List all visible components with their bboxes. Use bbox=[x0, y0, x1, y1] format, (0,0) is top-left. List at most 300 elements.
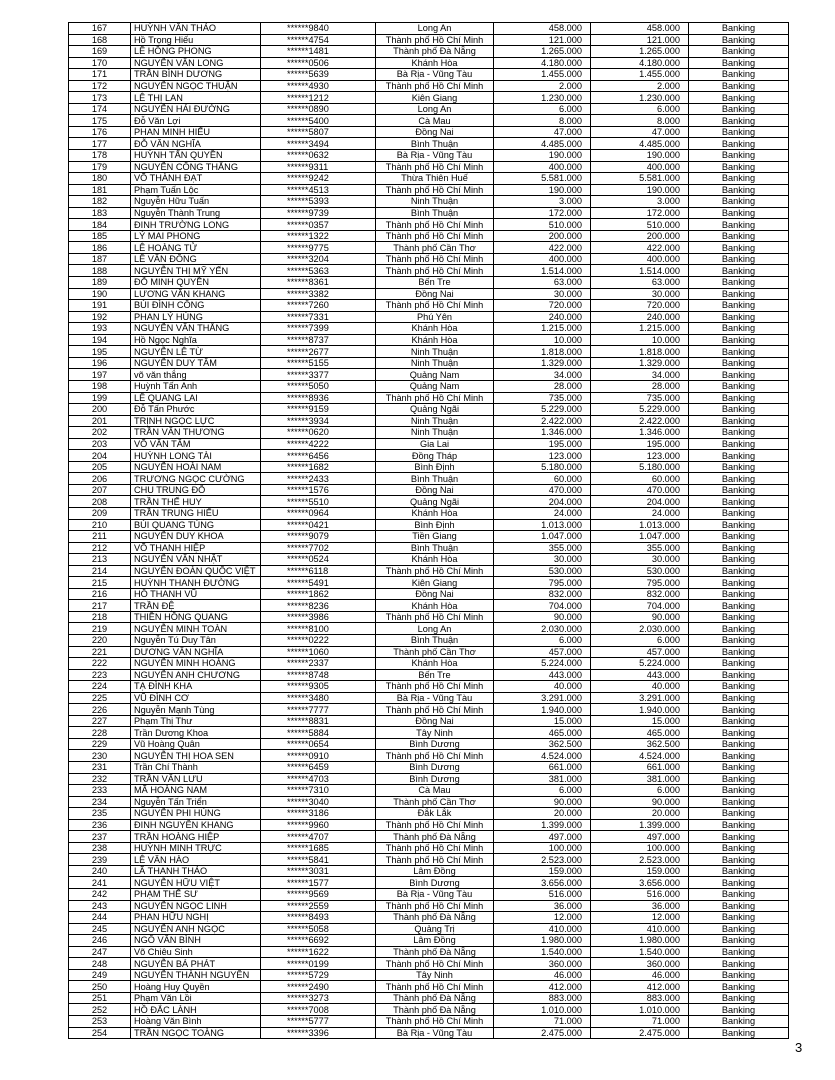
amount-cell: 465.000 bbox=[494, 727, 591, 739]
donor-name-cell: NGUYỄN DUY KHOA bbox=[131, 531, 261, 543]
amount-cell: 443.000 bbox=[494, 669, 591, 681]
payment-method-cell: Banking bbox=[689, 554, 789, 566]
amount-cell: 1.818.000 bbox=[494, 346, 591, 358]
account-number-cell: ******5777 bbox=[261, 1016, 376, 1028]
amount-cell: 400.000 bbox=[494, 253, 591, 265]
payment-method-cell: Banking bbox=[689, 34, 789, 46]
row-number-cell: 244 bbox=[69, 912, 131, 924]
donor-name-cell: NGUYỄN VĂN THẮNG bbox=[131, 323, 261, 335]
row-number-cell: 169 bbox=[69, 46, 131, 58]
account-number-cell: ******9305 bbox=[261, 681, 376, 693]
row-number-cell: 199 bbox=[69, 392, 131, 404]
row-number-cell: 253 bbox=[69, 1016, 131, 1028]
payment-method-cell: Banking bbox=[689, 727, 789, 739]
row-number-cell: 237 bbox=[69, 831, 131, 843]
donor-name-cell: LƯƠNG VĂN KHANG bbox=[131, 288, 261, 300]
province-cell: Thừa Thiên Huế bbox=[376, 173, 494, 185]
amount-cell: 2.422.000 bbox=[494, 415, 591, 427]
account-number-cell: ******4754 bbox=[261, 34, 376, 46]
received-amount-cell: 6.000 bbox=[591, 103, 689, 115]
row-number-cell: 181 bbox=[69, 184, 131, 196]
row-number-cell: 216 bbox=[69, 588, 131, 600]
payment-method-cell: Banking bbox=[689, 750, 789, 762]
row-number-cell: 250 bbox=[69, 981, 131, 993]
row-number-cell: 251 bbox=[69, 992, 131, 1004]
row-number-cell: 241 bbox=[69, 877, 131, 889]
row-number-cell: 193 bbox=[69, 323, 131, 335]
row-number-cell: 220 bbox=[69, 634, 131, 646]
province-cell: Thành phố Hồ Chí Minh bbox=[376, 161, 494, 173]
amount-cell: 90.000 bbox=[494, 611, 591, 623]
payment-method-cell: Banking bbox=[689, 877, 789, 889]
table-row bbox=[69, 103, 789, 115]
table-row bbox=[69, 380, 789, 392]
received-amount-cell: 1.013.000 bbox=[591, 519, 689, 531]
table-row bbox=[69, 80, 789, 92]
payment-method-cell: Banking bbox=[689, 427, 789, 439]
row-number-cell: 206 bbox=[69, 473, 131, 485]
province-cell: Thành phố Hồ Chí Minh bbox=[376, 184, 494, 196]
row-number-cell: 209 bbox=[69, 507, 131, 519]
account-number-cell: ******5807 bbox=[261, 126, 376, 138]
row-number-cell: 227 bbox=[69, 715, 131, 727]
payment-method-cell: Banking bbox=[689, 900, 789, 912]
donor-name-cell: VÕ VĂN TÂM bbox=[131, 438, 261, 450]
payment-method-cell: Banking bbox=[689, 773, 789, 785]
row-number-cell: 196 bbox=[69, 357, 131, 369]
province-cell: Thành phố Đà Nẵng bbox=[376, 946, 494, 958]
province-cell: Thành phố Đà Nẵng bbox=[376, 992, 494, 1004]
account-number-cell: ******3186 bbox=[261, 808, 376, 820]
row-number-cell: 217 bbox=[69, 600, 131, 612]
amount-cell: 5.224.000 bbox=[494, 658, 591, 670]
row-number-cell: 238 bbox=[69, 842, 131, 854]
table-row bbox=[69, 334, 789, 346]
payment-method-cell: Banking bbox=[689, 138, 789, 150]
payment-method-cell: Banking bbox=[689, 23, 789, 35]
amount-cell: 362.500 bbox=[494, 738, 591, 750]
table-row bbox=[69, 623, 789, 635]
amount-cell: 24.000 bbox=[494, 507, 591, 519]
row-number-cell: 240 bbox=[69, 865, 131, 877]
payment-method-cell: Banking bbox=[689, 1004, 789, 1016]
amount-cell: 883.000 bbox=[494, 992, 591, 1004]
payment-method-cell: Banking bbox=[689, 611, 789, 623]
payment-method-cell: Banking bbox=[689, 334, 789, 346]
province-cell: Khánh Hòa bbox=[376, 57, 494, 69]
received-amount-cell: 200.000 bbox=[591, 230, 689, 242]
province-cell: Thành phố Hồ Chí Minh bbox=[376, 253, 494, 265]
amount-cell: 1.514.000 bbox=[494, 265, 591, 277]
received-amount-cell: 360.000 bbox=[591, 958, 689, 970]
table-row bbox=[69, 969, 789, 981]
amount-cell: 90.000 bbox=[494, 796, 591, 808]
province-cell: Bà Rịa - Vũng Tàu bbox=[376, 692, 494, 704]
received-amount-cell: 458.000 bbox=[591, 23, 689, 35]
province-cell: Cà Mau bbox=[376, 785, 494, 797]
row-number-cell: 235 bbox=[69, 808, 131, 820]
payment-method-cell: Banking bbox=[689, 692, 789, 704]
row-number-cell: 215 bbox=[69, 577, 131, 589]
payment-method-cell: Banking bbox=[689, 265, 789, 277]
received-amount-cell: 410.000 bbox=[591, 923, 689, 935]
donor-name-cell: Nguyễn Hữu Tuấn bbox=[131, 196, 261, 208]
amount-cell: 1.010.000 bbox=[494, 1004, 591, 1016]
province-cell: Thành phố Hồ Chí Minh bbox=[376, 704, 494, 716]
amount-cell: 497.000 bbox=[494, 831, 591, 843]
received-amount-cell: 6.000 bbox=[591, 785, 689, 797]
account-number-cell: ******2490 bbox=[261, 981, 376, 993]
received-amount-cell: 195.000 bbox=[591, 438, 689, 450]
donor-name-cell: Hoàng Huy Quyền bbox=[131, 981, 261, 993]
province-cell: Kiên Giang bbox=[376, 577, 494, 589]
row-number-cell: 228 bbox=[69, 727, 131, 739]
donor-name-cell: NGUYỄN ANH NGỌC bbox=[131, 923, 261, 935]
province-cell: Thành phố Hồ Chí Minh bbox=[376, 900, 494, 912]
donor-name-cell: Hoàng Văn Bình bbox=[131, 1016, 261, 1028]
table-row bbox=[69, 992, 789, 1004]
amount-cell: 3.000 bbox=[494, 196, 591, 208]
account-number-cell: ******1622 bbox=[261, 946, 376, 958]
table-row bbox=[69, 715, 789, 727]
account-number-cell: ******6456 bbox=[261, 450, 376, 462]
donor-name-cell: HUỲNH TẤN QUYỀN bbox=[131, 150, 261, 162]
amount-cell: 200.000 bbox=[494, 230, 591, 242]
table-row bbox=[69, 738, 789, 750]
received-amount-cell: 90.000 bbox=[591, 796, 689, 808]
donor-name-cell: HỒ THANH VŨ bbox=[131, 588, 261, 600]
province-cell: Tiền Giang bbox=[376, 531, 494, 543]
payment-method-cell: Banking bbox=[689, 669, 789, 681]
table-row bbox=[69, 1016, 789, 1028]
donor-name-cell: CHU TRUNG ĐỖ bbox=[131, 484, 261, 496]
account-number-cell: ******1682 bbox=[261, 461, 376, 473]
account-number-cell: ******3040 bbox=[261, 796, 376, 808]
payment-method-cell: Banking bbox=[689, 969, 789, 981]
amount-cell: 381.000 bbox=[494, 773, 591, 785]
received-amount-cell: 10.000 bbox=[591, 334, 689, 346]
payment-method-cell: Banking bbox=[689, 150, 789, 162]
payment-method-cell: Banking bbox=[689, 126, 789, 138]
table-row bbox=[69, 184, 789, 196]
amount-cell: 2.030.000 bbox=[494, 623, 591, 635]
table-row bbox=[69, 173, 789, 185]
account-number-cell: ******9775 bbox=[261, 242, 376, 254]
account-number-cell: ******2337 bbox=[261, 658, 376, 670]
table-row bbox=[69, 484, 789, 496]
province-cell: Bà Rịa - Vũng Tàu bbox=[376, 150, 494, 162]
received-amount-cell: 46.000 bbox=[591, 969, 689, 981]
province-cell: Bình Thuận bbox=[376, 634, 494, 646]
received-amount-cell: 510.000 bbox=[591, 219, 689, 231]
table-row bbox=[69, 450, 789, 462]
donor-name-cell: Hồ Trọng Hiếu bbox=[131, 34, 261, 46]
amount-cell: 100.000 bbox=[494, 842, 591, 854]
account-number-cell: ******4930 bbox=[261, 80, 376, 92]
account-number-cell: ******5400 bbox=[261, 115, 376, 127]
table-row bbox=[69, 126, 789, 138]
row-number-cell: 219 bbox=[69, 623, 131, 635]
amount-cell: 8.000 bbox=[494, 115, 591, 127]
row-number-cell: 224 bbox=[69, 681, 131, 693]
donor-name-cell: MÃ HOÀNG NAM bbox=[131, 785, 261, 797]
province-cell: Bến Tre bbox=[376, 669, 494, 681]
payment-method-cell: Banking bbox=[689, 311, 789, 323]
table-row bbox=[69, 427, 789, 439]
table-row bbox=[69, 438, 789, 450]
table-row bbox=[69, 577, 789, 589]
province-cell: Thành phố Hồ Chí Minh bbox=[376, 819, 494, 831]
account-number-cell: ******0632 bbox=[261, 150, 376, 162]
donor-name-cell: PHAN MINH HIẾU bbox=[131, 126, 261, 138]
account-number-cell: ******8936 bbox=[261, 392, 376, 404]
donor-name-cell: LÊ HOÀNG TỬ bbox=[131, 242, 261, 254]
donor-name-cell: HUỲNH THANH ĐƯỜNG bbox=[131, 577, 261, 589]
table-row bbox=[69, 831, 789, 843]
table-row bbox=[69, 946, 789, 958]
table-row bbox=[69, 461, 789, 473]
donor-name-cell: NGUYỄN THỊ MỸ YẾN bbox=[131, 265, 261, 277]
province-cell: Đồng Nai bbox=[376, 288, 494, 300]
table-row bbox=[69, 57, 789, 69]
donor-name-cell: TRẦN BÌNH DƯƠNG bbox=[131, 69, 261, 81]
amount-cell: 1.540.000 bbox=[494, 946, 591, 958]
donor-name-cell: ĐINH NGUYÊN KHANG bbox=[131, 819, 261, 831]
table-row bbox=[69, 958, 789, 970]
payment-method-cell: Banking bbox=[689, 369, 789, 381]
province-cell: Lâm Đồng bbox=[376, 865, 494, 877]
province-cell: Long An bbox=[376, 623, 494, 635]
received-amount-cell: 24.000 bbox=[591, 507, 689, 519]
amount-cell: 1.399.000 bbox=[494, 819, 591, 831]
account-number-cell: ******5491 bbox=[261, 577, 376, 589]
payment-method-cell: Banking bbox=[689, 380, 789, 392]
amount-cell: 60.000 bbox=[494, 473, 591, 485]
account-number-cell: ******8361 bbox=[261, 277, 376, 289]
row-number-cell: 222 bbox=[69, 658, 131, 670]
payment-method-cell: Banking bbox=[689, 450, 789, 462]
payment-method-cell: Banking bbox=[689, 80, 789, 92]
province-cell: Thành phố Hồ Chí Minh bbox=[376, 80, 494, 92]
payment-method-cell: Banking bbox=[689, 658, 789, 670]
table-row bbox=[69, 92, 789, 104]
donor-name-cell: Trần Chí Thành bbox=[131, 762, 261, 774]
table-row bbox=[69, 658, 789, 670]
account-number-cell: ******7777 bbox=[261, 704, 376, 716]
account-number-cell: ******3031 bbox=[261, 865, 376, 877]
province-cell: Thành phố Hồ Chí Minh bbox=[376, 34, 494, 46]
amount-cell: 195.000 bbox=[494, 438, 591, 450]
table-row bbox=[69, 773, 789, 785]
amount-cell: 422.000 bbox=[494, 242, 591, 254]
province-cell: Long An bbox=[376, 23, 494, 35]
province-cell: Quảng Ngãi bbox=[376, 404, 494, 416]
province-cell: Đồng Nai bbox=[376, 126, 494, 138]
received-amount-cell: 5.224.000 bbox=[591, 658, 689, 670]
account-number-cell: ******3986 bbox=[261, 611, 376, 623]
row-number-cell: 192 bbox=[69, 311, 131, 323]
amount-cell: 1.215.000 bbox=[494, 323, 591, 335]
donor-name-cell: Võ Chiêu Sinh bbox=[131, 946, 261, 958]
account-number-cell: ******3396 bbox=[261, 1027, 376, 1039]
received-amount-cell: 30.000 bbox=[591, 554, 689, 566]
row-number-cell: 167 bbox=[69, 23, 131, 35]
account-number-cell: ******0654 bbox=[261, 738, 376, 750]
amount-cell: 704.000 bbox=[494, 600, 591, 612]
amount-cell: 2.475.000 bbox=[494, 1027, 591, 1039]
account-number-cell: ******1685 bbox=[261, 842, 376, 854]
row-number-cell: 182 bbox=[69, 196, 131, 208]
payment-method-cell: Banking bbox=[689, 923, 789, 935]
row-number-cell: 187 bbox=[69, 253, 131, 265]
donor-name-cell: TRƯƠNG NGỌC CƯỜNG bbox=[131, 473, 261, 485]
amount-cell: 34.000 bbox=[494, 369, 591, 381]
donor-name-cell: BÙI QUANG TÙNG bbox=[131, 519, 261, 531]
row-number-cell: 246 bbox=[69, 935, 131, 947]
account-number-cell: ******1576 bbox=[261, 484, 376, 496]
received-amount-cell: 30.000 bbox=[591, 288, 689, 300]
amount-cell: 400.000 bbox=[494, 161, 591, 173]
province-cell: Khánh Hòa bbox=[376, 600, 494, 612]
table-row bbox=[69, 727, 789, 739]
donor-name-cell: NGUYỄN MINH HOÀNG bbox=[131, 658, 261, 670]
payment-method-cell: Banking bbox=[689, 600, 789, 612]
table-row bbox=[69, 415, 789, 427]
received-amount-cell: 412.000 bbox=[591, 981, 689, 993]
donor-name-cell: NGUYỄN NGỌC LINH bbox=[131, 900, 261, 912]
table-row bbox=[69, 854, 789, 866]
payment-method-cell: Banking bbox=[689, 912, 789, 924]
amount-cell: 6.000 bbox=[494, 634, 591, 646]
table-row bbox=[69, 519, 789, 531]
amount-cell: 5.229.000 bbox=[494, 404, 591, 416]
received-amount-cell: 400.000 bbox=[591, 253, 689, 265]
account-number-cell: ******0421 bbox=[261, 519, 376, 531]
amount-cell: 1.329.000 bbox=[494, 357, 591, 369]
received-amount-cell: 6.000 bbox=[591, 634, 689, 646]
received-amount-cell: 3.656.000 bbox=[591, 877, 689, 889]
amount-cell: 457.000 bbox=[494, 646, 591, 658]
row-number-cell: 207 bbox=[69, 484, 131, 496]
account-number-cell: ******2559 bbox=[261, 900, 376, 912]
payment-method-cell: Banking bbox=[689, 634, 789, 646]
donor-name-cell: Nguyễn Tấn Triển bbox=[131, 796, 261, 808]
donor-name-cell: HUỲNH LONG TÀI bbox=[131, 450, 261, 462]
received-amount-cell: 381.000 bbox=[591, 773, 689, 785]
row-number-cell: 197 bbox=[69, 369, 131, 381]
province-cell: Tây Ninh bbox=[376, 969, 494, 981]
amount-cell: 1.940.000 bbox=[494, 704, 591, 716]
amount-cell: 4.180.000 bbox=[494, 57, 591, 69]
account-number-cell: ******3273 bbox=[261, 992, 376, 1004]
province-cell: Quảng Trị bbox=[376, 923, 494, 935]
donor-name-cell: NGUYỄN CÔNG THẮNG bbox=[131, 161, 261, 173]
table-row bbox=[69, 196, 789, 208]
table-row bbox=[69, 704, 789, 716]
table-row bbox=[69, 34, 789, 46]
account-number-cell: ******5729 bbox=[261, 969, 376, 981]
row-number-cell: 218 bbox=[69, 611, 131, 623]
received-amount-cell: 2.030.000 bbox=[591, 623, 689, 635]
amount-cell: 510.000 bbox=[494, 219, 591, 231]
payment-method-cell: Banking bbox=[689, 496, 789, 508]
received-amount-cell: 190.000 bbox=[591, 150, 689, 162]
amount-cell: 2.523.000 bbox=[494, 854, 591, 866]
received-amount-cell: 2.523.000 bbox=[591, 854, 689, 866]
received-amount-cell: 71.000 bbox=[591, 1016, 689, 1028]
received-amount-cell: 355.000 bbox=[591, 542, 689, 554]
donor-name-cell: TRẦN TRUNG HIẾU bbox=[131, 507, 261, 519]
payment-method-cell: Banking bbox=[689, 461, 789, 473]
page-number: 3 bbox=[795, 1040, 803, 1055]
table-row bbox=[69, 207, 789, 219]
payment-method-cell: Banking bbox=[689, 542, 789, 554]
received-amount-cell: 5.581.000 bbox=[591, 173, 689, 185]
amount-cell: 832.000 bbox=[494, 588, 591, 600]
donor-name-cell: HỒ ĐẮC LÀNH bbox=[131, 1004, 261, 1016]
province-cell: Khánh Hòa bbox=[376, 554, 494, 566]
payment-method-cell: Banking bbox=[689, 253, 789, 265]
province-cell: Thành phố Hồ Chí Minh bbox=[376, 750, 494, 762]
payment-method-cell: Banking bbox=[689, 889, 789, 901]
province-cell: Thành phố Hồ Chí Minh bbox=[376, 611, 494, 623]
amount-cell: 121.000 bbox=[494, 34, 591, 46]
donor-name-cell: NGUYỄN LÊ TỪ bbox=[131, 346, 261, 358]
account-number-cell: ******9569 bbox=[261, 889, 376, 901]
received-amount-cell: 470.000 bbox=[591, 484, 689, 496]
donor-name-cell: LÊ VĂN HÀO bbox=[131, 854, 261, 866]
donor-name-cell: Hồ Ngọc Nghĩa bbox=[131, 334, 261, 346]
donor-name-cell: võ văn thắng bbox=[131, 369, 261, 381]
received-amount-cell: 3.291.000 bbox=[591, 692, 689, 704]
received-amount-cell: 735.000 bbox=[591, 392, 689, 404]
received-amount-cell: 8.000 bbox=[591, 115, 689, 127]
province-cell: Bình Dương bbox=[376, 738, 494, 750]
province-cell: Thành phố Hồ Chí Minh bbox=[376, 854, 494, 866]
row-number-cell: 203 bbox=[69, 438, 131, 450]
received-amount-cell: 4.485.000 bbox=[591, 138, 689, 150]
amount-cell: 5.180.000 bbox=[494, 461, 591, 473]
amount-cell: 36.000 bbox=[494, 900, 591, 912]
row-number-cell: 212 bbox=[69, 542, 131, 554]
table-row bbox=[69, 750, 789, 762]
province-cell: Bình Thuận bbox=[376, 138, 494, 150]
table-row bbox=[69, 288, 789, 300]
table-row bbox=[69, 369, 789, 381]
row-number-cell: 243 bbox=[69, 900, 131, 912]
table-row bbox=[69, 323, 789, 335]
table-row bbox=[69, 889, 789, 901]
received-amount-cell: 36.000 bbox=[591, 900, 689, 912]
amount-cell: 4.485.000 bbox=[494, 138, 591, 150]
province-cell: Quảng Nam bbox=[376, 380, 494, 392]
donor-name-cell: LÊ QUANG LAI bbox=[131, 392, 261, 404]
row-number-cell: 247 bbox=[69, 946, 131, 958]
received-amount-cell: 3.000 bbox=[591, 196, 689, 208]
received-amount-cell: 443.000 bbox=[591, 669, 689, 681]
payment-method-cell: Banking bbox=[689, 219, 789, 231]
received-amount-cell: 28.000 bbox=[591, 380, 689, 392]
amount-cell: 30.000 bbox=[494, 288, 591, 300]
account-number-cell: ******0890 bbox=[261, 103, 376, 115]
province-cell: Đồng Tháp bbox=[376, 450, 494, 462]
amount-cell: 516.000 bbox=[494, 889, 591, 901]
account-number-cell: ******0222 bbox=[261, 634, 376, 646]
row-number-cell: 242 bbox=[69, 889, 131, 901]
table-row bbox=[69, 346, 789, 358]
payment-method-cell: Banking bbox=[689, 842, 789, 854]
account-number-cell: ******1577 bbox=[261, 877, 376, 889]
